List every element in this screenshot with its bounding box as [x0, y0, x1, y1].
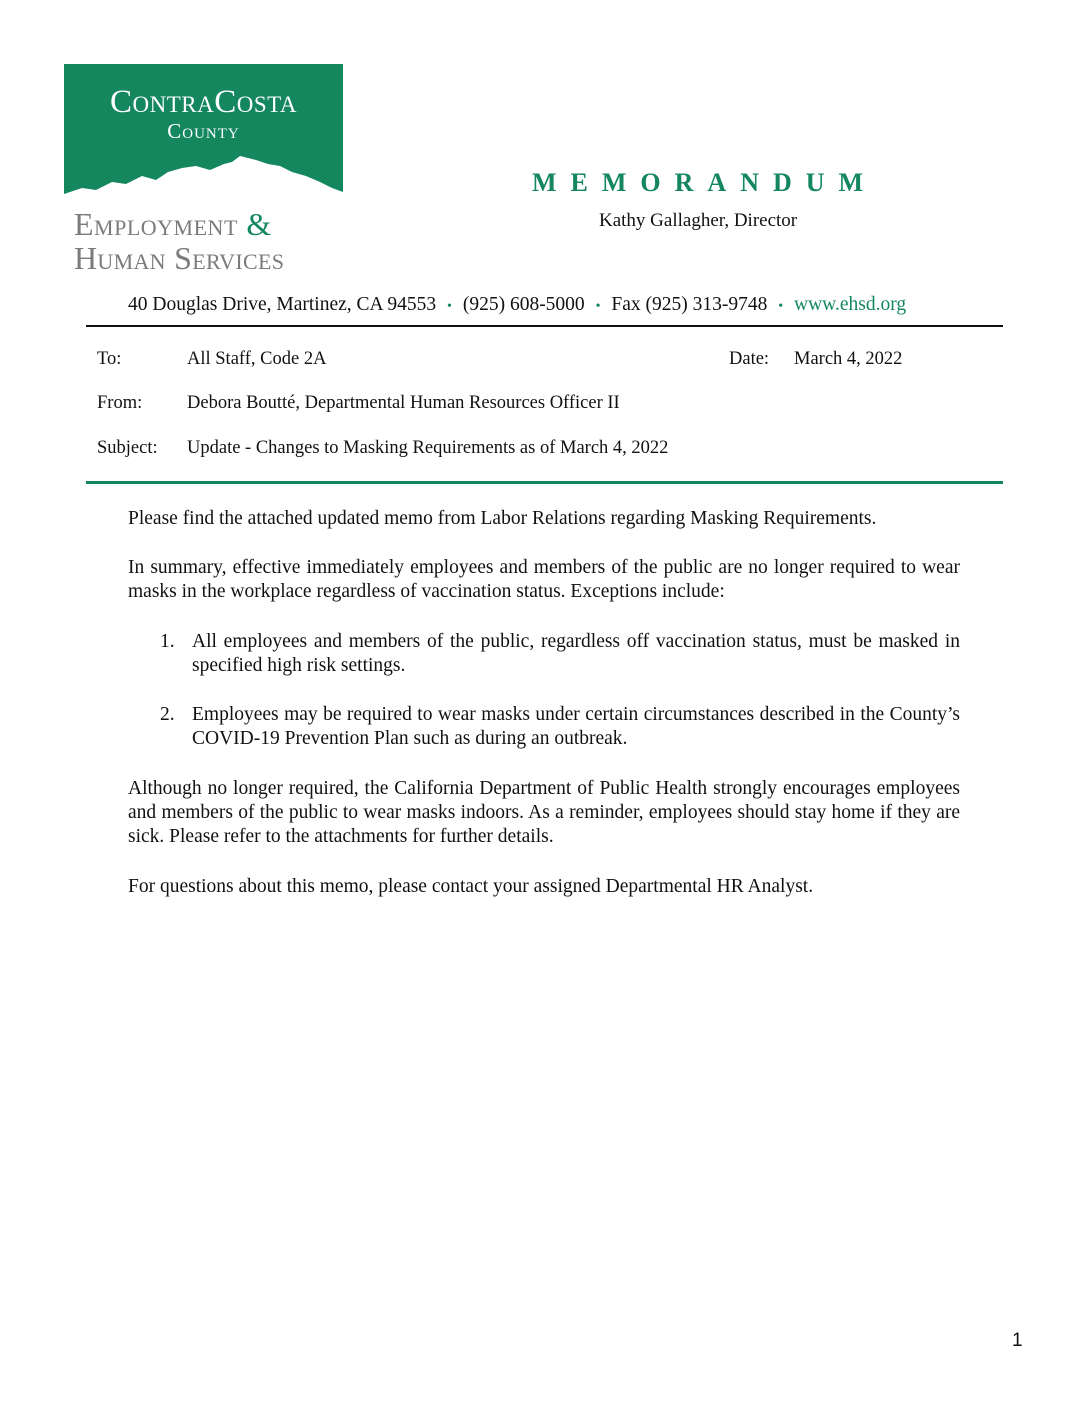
from-label: From: [97, 393, 143, 413]
director-name: Kathy Gallagher, Director [599, 210, 798, 231]
paragraph-attached-memo: Please find the attached updated memo from Labor Relations regarding Masking Requirements. [128, 508, 877, 529]
subject-value: Update - Changes to Masking Requirements as of March 4, 2022 [187, 438, 669, 458]
paragraph-summary: In summary, effective immediately employees and members of the public are no longer required to wear masks in the workplace regardless of vaccination status. Exceptions include: [128, 557, 960, 602]
separator-dot: • [447, 299, 452, 314]
list-number: 1. [160, 631, 175, 652]
to-label: To: [97, 349, 122, 369]
memo-title: MEMORANDUM [532, 168, 878, 197]
to-value: All Staff, Code 2A [187, 349, 327, 369]
logo-human-services: Human Services [74, 240, 285, 276]
list-item: Employees may be required to wear masks under certain circumstances described in the County’s COVID-19 Prevention Plan such as during an outbreak. [192, 704, 960, 749]
address-line [128, 294, 906, 316]
website-link[interactable]: www.ehsd.org [793, 294, 907, 315]
logo-employment [74, 206, 272, 243]
logo-employment-text: Employment [74, 206, 238, 242]
date-value: March 4, 2022 [794, 349, 903, 369]
body-divider [86, 481, 1003, 484]
paragraph-questions: For questions about this memo, please contact your assigned Departmental HR Analyst. [128, 876, 814, 897]
fax-number: Fax (925) 313-9748 [611, 294, 768, 315]
separator-dot: • [778, 299, 784, 314]
paragraph-encouragement: Although no longer required, the California Department of Public Health strongly encourages employees and members of the public to wear masks indoors. As a reminder, employees should stay home if they are sick. Please refer to the attachments for further details. [128, 778, 960, 847]
logo-ampersand: & [246, 206, 272, 242]
page-number: 1 [1012, 1330, 1023, 1351]
separator-dot: • [595, 299, 601, 314]
logo-county: County [167, 119, 240, 143]
street-address: 40 Douglas Drive, Martinez, CA 94553 [128, 294, 437, 315]
logo-contra-costa: ContraCosta [110, 84, 297, 120]
subject-label: Subject: [97, 438, 158, 458]
from-value: Debora Boutté, Departmental Human Resources Officer II [187, 393, 620, 413]
header-divider [86, 325, 1003, 327]
phone-number: (925) 608-5000 [462, 294, 585, 315]
date-label: Date: [729, 349, 770, 369]
county-logo [64, 64, 343, 205]
list-number: 2. [160, 704, 175, 725]
list-item: All employees and members of the public, regardless off vaccination status, must be masked in specified high risk settings. [192, 631, 960, 676]
